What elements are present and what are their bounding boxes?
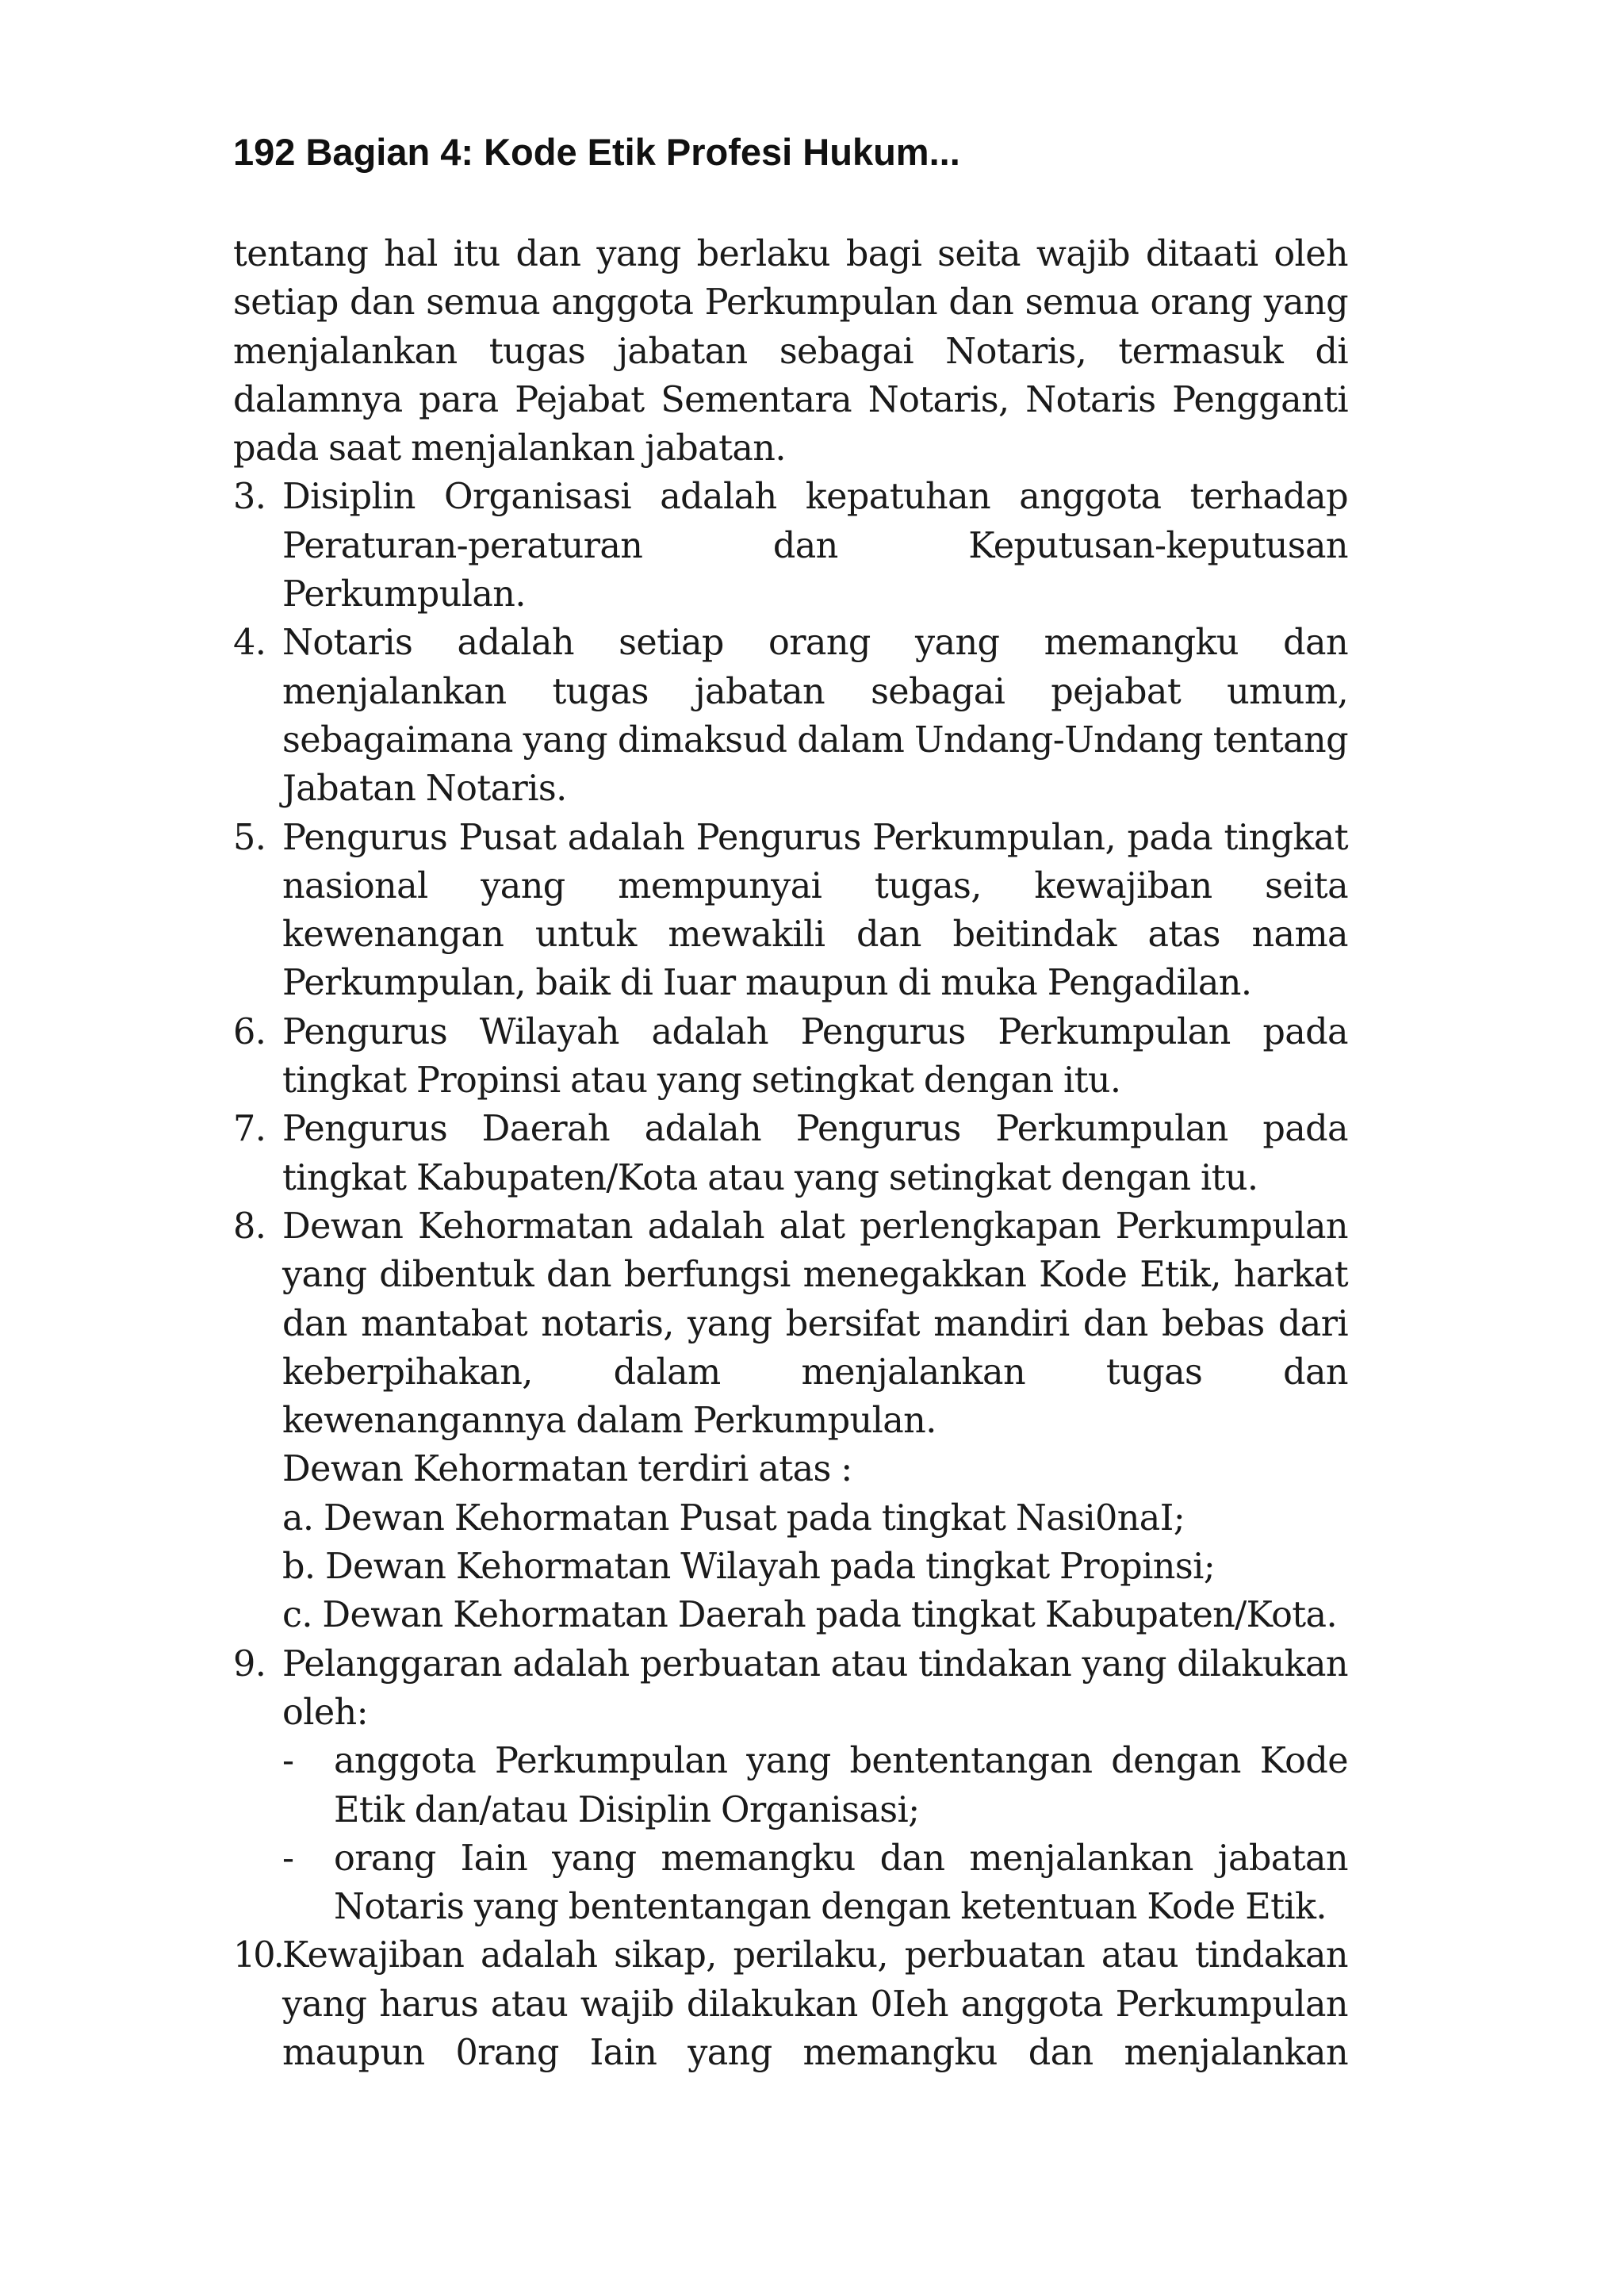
continuation-paragraph: tentang hal itu dan yang berlaku bagi seita wajib ditaati oleh setiap dan semua anggota Perkumpulan dan semua orang yang menjalankan tugas jabatan sebagai Notaris, termasuk di dalamnya para Pejabat Sementara Notaris, Notaris Pengganti pada saat menjalankan jabatan. [233, 234, 1348, 470]
list-item-text: Kewajiban adalah sikap, perilaku, perbuatan atau tindakan yang harus atau wajib dilakukan 0Ieh anggota Perkumpulan maupun 0rang Iain yang memangku dan menjalankan [282, 1935, 1348, 2073]
list-number: 10. [233, 1935, 282, 1976]
list-number: 9. [233, 1643, 266, 1685]
bullet-marker: - [282, 1741, 294, 1782]
list-item-text: Pelanggaran adalah perbuatan atau tindakan yang dilakukan oleh: [282, 1643, 1348, 1733]
list-item-text: Pengurus Pusat adalah Pengurus Perkumpulan, pada tingkat nasional yang mempunyai tugas, kewajiban seita kewenangan untuk mewakili dan beitindak atas nama Perkumpulan, baik di Iuar maupun di muka Pengadilan. [282, 817, 1348, 1004]
list-number: 3. [233, 477, 266, 518]
bullet-item-2 [282, 1834, 1348, 1932]
list-item-5 [233, 814, 1348, 1008]
list-item-text: Pengurus Daerah adalah Pengurus Perkumpulan pada tingkat Kabupaten/Kota atau yang setingkat dengan itu. [282, 1109, 1348, 1198]
bullet-text: orang Iain yang memangku dan menjalankan jabatan Notaris yang bententangan dengan ketentuan Kode Etik. [334, 1838, 1348, 1928]
list-item-6 [233, 1008, 1348, 1106]
list-item-4 [233, 619, 1348, 813]
page-body [233, 230, 1348, 2077]
list-number: 4. [233, 623, 266, 664]
list-item-10 [233, 1931, 1348, 2077]
sub-item-b: b. Dewan Kehormatan Wilayah pada tingkat Propinsi; [282, 1547, 1216, 1588]
list-number: 6. [233, 1011, 266, 1052]
sub-item-a: a. Dewan Kehormatan Pusat pada tingkat Nasi0naI; [282, 1497, 1185, 1539]
list-item-3 [233, 473, 1348, 619]
running-header [233, 128, 960, 176]
list-number: 8. [233, 1205, 266, 1247]
bullet-item-1 [282, 1737, 1348, 1834]
list-item-9 [233, 1640, 1348, 1738]
list-item-text: Disiplin Organisasi adalah kepatuhan anggota terhadap Peraturan-peraturan dan Keputusan-keputusan Perkumpulan. [282, 477, 1348, 615]
sub-item-c: c. Dewan Kehormatan Daerah pada tingkat Kabupaten/Kota. [282, 1595, 1338, 1636]
list-item-8 [233, 1202, 1348, 1640]
list-item-text: Pengurus Wilayah adalah Pengurus Perkumpulan pada tingkat Propinsi atau yang setingkat dengan itu. [282, 1011, 1348, 1102]
sub-list-intro: Dewan Kehormatan terdiri atas : [282, 1449, 852, 1490]
header-title: Bagian 4: Kode Etik Profesi Hukum... [305, 131, 960, 173]
list-item-text: Dewan Kehormatan adalah alat perlengkapan Perkumpulan yang dibentuk dan berfungsi menegakkan Kode Etik, harkat dan mantabat notaris, yang bersifat mandiri dan bebas dari keberpihakan, dalam menjalankan tugas dan kewenangannya dalam Perkumpulan. [282, 1205, 1348, 1442]
list-item-content [282, 1202, 1348, 1640]
list-number: 5. [233, 817, 266, 858]
list-item-text: Notaris adalah setiap orang yang memangku dan menjalankan tugas jabatan sebagai pejabat umum, sebagaimana yang dimaksud dalam Undang-Undang tentang Jabatan Notaris. [282, 623, 1348, 810]
page-number: 192 [233, 131, 296, 173]
list-item-7 [233, 1105, 1348, 1202]
bullet-marker: - [282, 1838, 294, 1879]
list-number: 7. [233, 1109, 266, 1150]
bullet-text: anggota Perkumpulan yang bententangan dengan Kode Etik dan/atau Disiplin Organisasi; [334, 1741, 1348, 1830]
